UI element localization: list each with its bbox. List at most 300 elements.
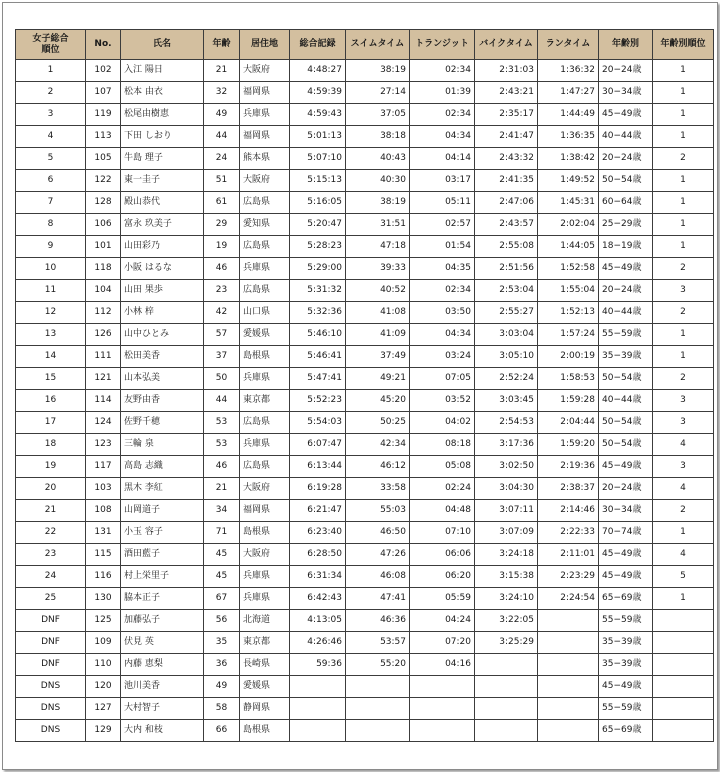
rank-cell: 16 [16,390,86,412]
header-age-group-rank: 年齢別順位 [653,30,714,60]
swim-time-cell [346,676,410,698]
total-time-cell: 5:29:00 [290,258,346,280]
residence-cell: 大阪府 [240,170,290,192]
age-group-cell: 55−59歳 [599,324,653,346]
total-time-cell: 6:07:47 [290,434,346,456]
no-cell: 101 [86,236,121,258]
no-cell: 113 [86,126,121,148]
run-time-cell: 1:59:20 [538,434,599,456]
total-time-cell: 5:47:41 [290,368,346,390]
run-time-cell: 2:02:04 [538,214,599,236]
rank-cell: 20 [16,478,86,500]
swim-time-cell: 38:19 [346,60,410,82]
age-group-rank-cell: 2 [653,258,714,280]
age-group-rank-cell: 1 [653,324,714,346]
no-cell: 129 [86,720,121,742]
age-cell: 29 [204,214,240,236]
no-cell: 128 [86,192,121,214]
no-cell: 112 [86,302,121,324]
residence-cell: 愛媛県 [240,324,290,346]
total-time-cell: 5:28:23 [290,236,346,258]
age-group-rank-cell [653,632,714,654]
table-row [16,302,714,324]
name-cell: 内藤 恵梨 [121,654,204,676]
transit-time-cell: 02:24 [410,478,475,500]
no-cell: 117 [86,456,121,478]
age-group-cell: 18−19歳 [599,236,653,258]
bike-time-cell: 2:43:21 [475,82,538,104]
transit-time-cell: 04:02 [410,412,475,434]
age-group-rank-cell: 3 [653,390,714,412]
header-swim: スイムタイム [346,30,410,60]
total-time-cell: 5:46:41 [290,346,346,368]
run-time-cell: 1:57:24 [538,324,599,346]
table-row [16,236,714,258]
name-cell: 佐野千穂 [121,412,204,434]
transit-time-cell: 03:50 [410,302,475,324]
bike-time-cell: 3:02:50 [475,456,538,478]
age-group-cell: 40−44歳 [599,302,653,324]
run-time-cell: 1:44:49 [538,104,599,126]
transit-time-cell: 02:34 [410,60,475,82]
age-cell: 56 [204,610,240,632]
transit-time-cell [410,676,475,698]
swim-time-cell: 46:36 [346,610,410,632]
residence-cell: 大阪府 [240,478,290,500]
run-time-cell [538,654,599,676]
transit-time-cell: 02:34 [410,280,475,302]
no-cell: 110 [86,654,121,676]
age-group-cell: 70−74歳 [599,522,653,544]
no-cell: 114 [86,390,121,412]
run-time-cell [538,632,599,654]
age-cell: 19 [204,236,240,258]
table-row [16,192,714,214]
rank-cell: 5 [16,148,86,170]
residence-cell: 広島県 [240,412,290,434]
name-cell: 高島 志織 [121,456,204,478]
run-time-cell: 1:49:52 [538,170,599,192]
age-group-rank-cell: 2 [653,500,714,522]
age-cell: 49 [204,104,240,126]
header-bike: バイクタイム [475,30,538,60]
age-cell: 35 [204,632,240,654]
transit-time-cell [410,720,475,742]
bike-time-cell: 2:41:35 [475,170,538,192]
transit-time-cell: 05:11 [410,192,475,214]
name-cell: 松田美香 [121,346,204,368]
table-row [16,60,714,82]
age-group-rank-cell: 1 [653,522,714,544]
table-row [16,126,714,148]
total-time-cell: 4:26:46 [290,632,346,654]
bike-time-cell: 3:15:38 [475,566,538,588]
transit-time-cell: 03:17 [410,170,475,192]
swim-time-cell: 40:52 [346,280,410,302]
swim-time-cell: 46:50 [346,522,410,544]
bike-time-cell [475,676,538,698]
name-cell: 大内 和枝 [121,720,204,742]
name-cell: 友野由香 [121,390,204,412]
residence-cell: 兵庫県 [240,434,290,456]
run-time-cell [538,720,599,742]
run-time-cell: 2:04:44 [538,412,599,434]
swim-time-cell [346,698,410,720]
name-cell: 酒田藍子 [121,544,204,566]
header-run: ランタイム [538,30,599,60]
age-cell: 45 [204,544,240,566]
transit-time-cell: 04:34 [410,126,475,148]
age-cell: 44 [204,126,240,148]
age-group-cell: 20−24歳 [599,478,653,500]
age-group-cell: 55−59歳 [599,698,653,720]
name-cell: 山中ひとみ [121,324,204,346]
age-group-rank-cell: 2 [653,148,714,170]
table-row [16,654,714,676]
total-time-cell: 5:46:10 [290,324,346,346]
residence-cell: 大阪府 [240,544,290,566]
name-cell: 小玉 容子 [121,522,204,544]
age-cell: 51 [204,170,240,192]
residence-cell: 福岡県 [240,82,290,104]
age-cell: 37 [204,346,240,368]
age-cell: 66 [204,720,240,742]
no-cell: 109 [86,632,121,654]
bike-time-cell: 2:43:32 [475,148,538,170]
age-cell: 23 [204,280,240,302]
age-group-cell: 20−24歳 [599,148,653,170]
name-cell: 小林 梓 [121,302,204,324]
rank-cell: 13 [16,324,86,346]
transit-time-cell: 04:35 [410,258,475,280]
run-time-cell: 1:59:28 [538,390,599,412]
swim-time-cell: 55:20 [346,654,410,676]
table-row [16,412,714,434]
bike-time-cell: 3:17:36 [475,434,538,456]
no-cell: 118 [86,258,121,280]
age-cell: 49 [204,676,240,698]
residence-cell: 静岡県 [240,698,290,720]
table-row [16,258,714,280]
name-cell: 松本 由衣 [121,82,204,104]
table-row [16,170,714,192]
total-time-cell: 5:54:03 [290,412,346,434]
rank-cell: 19 [16,456,86,478]
rank-cell: 23 [16,544,86,566]
age-group-rank-cell [653,676,714,698]
swim-time-cell: 39:33 [346,258,410,280]
transit-time-cell: 06:20 [410,566,475,588]
no-cell: 121 [86,368,121,390]
swim-time-cell: 40:30 [346,170,410,192]
residence-cell: 兵庫県 [240,104,290,126]
run-time-cell: 2:38:37 [538,478,599,500]
no-cell: 106 [86,214,121,236]
swim-time-cell: 40:43 [346,148,410,170]
bike-time-cell: 3:07:11 [475,500,538,522]
swim-time-cell: 42:34 [346,434,410,456]
swim-time-cell [346,720,410,742]
total-time-cell: 5:31:32 [290,280,346,302]
age-cell: 34 [204,500,240,522]
swim-time-cell: 41:08 [346,302,410,324]
no-cell: 115 [86,544,121,566]
age-group-cell: 60−64歳 [599,192,653,214]
swim-time-cell: 45:20 [346,390,410,412]
table-row [16,280,714,302]
age-cell: 53 [204,434,240,456]
residence-cell: 熊本県 [240,148,290,170]
run-time-cell: 1:55:04 [538,280,599,302]
transit-time-cell: 08:18 [410,434,475,456]
age-group-cell: 30−34歳 [599,500,653,522]
swim-time-cell: 46:08 [346,566,410,588]
age-group-rank-cell: 4 [653,434,714,456]
no-cell: 123 [86,434,121,456]
bike-time-cell: 2:51:56 [475,258,538,280]
run-time-cell: 1:36:35 [538,126,599,148]
table-row [16,588,714,610]
rank-cell: 7 [16,192,86,214]
age-group-rank-cell: 1 [653,170,714,192]
age-group-rank-cell: 1 [653,588,714,610]
age-cell: 36 [204,654,240,676]
run-time-cell: 2:00:19 [538,346,599,368]
rank-cell: 18 [16,434,86,456]
table-row [16,214,714,236]
bike-time-cell: 3:24:10 [475,588,538,610]
residence-cell: 長崎県 [240,654,290,676]
rank-cell: 2 [16,82,86,104]
residence-cell: 愛媛県 [240,676,290,698]
residence-cell: 大阪府 [240,60,290,82]
age-group-cell: 30−34歳 [599,82,653,104]
name-cell: 脇本正子 [121,588,204,610]
bike-time-cell: 2:55:27 [475,302,538,324]
total-time-cell [290,698,346,720]
age-group-rank-cell [653,720,714,742]
age-group-cell: 40−44歳 [599,390,653,412]
table-row [16,434,714,456]
age-group-cell: 45−49歳 [599,566,653,588]
bike-time-cell: 2:31:03 [475,60,538,82]
results-frame [2,2,718,770]
bike-time-cell: 3:03:04 [475,324,538,346]
residence-cell: 東京都 [240,632,290,654]
bike-time-cell: 3:24:18 [475,544,538,566]
age-group-cell: 50−54歳 [599,412,653,434]
table-row [16,346,714,368]
swim-time-cell: 31:51 [346,214,410,236]
residence-cell: 兵庫県 [240,368,290,390]
run-time-cell: 2:19:36 [538,456,599,478]
total-time-cell [290,720,346,742]
bike-time-cell: 2:43:57 [475,214,538,236]
transit-time-cell: 04:24 [410,610,475,632]
table-row [16,698,714,720]
no-cell: 120 [86,676,121,698]
age-group-rank-cell: 3 [653,412,714,434]
no-cell: 107 [86,82,121,104]
table-row [16,390,714,412]
run-time-cell: 2:22:33 [538,522,599,544]
age-cell: 46 [204,456,240,478]
header-residence: 居住地 [240,30,290,60]
swim-time-cell: 50:25 [346,412,410,434]
age-group-rank-cell: 1 [653,214,714,236]
age-group-rank-cell: 1 [653,346,714,368]
residence-cell: 兵庫県 [240,258,290,280]
residence-cell: 東京都 [240,390,290,412]
transit-time-cell: 04:34 [410,324,475,346]
swim-time-cell: 37:05 [346,104,410,126]
table-row [16,456,714,478]
run-time-cell: 1:47:27 [538,82,599,104]
age-group-cell: 65−69歳 [599,588,653,610]
table-row [16,82,714,104]
bike-time-cell: 2:35:17 [475,104,538,126]
age-group-cell: 35−39歳 [599,654,653,676]
run-time-cell: 1:52:13 [538,302,599,324]
transit-time-cell: 01:54 [410,236,475,258]
table-row [16,544,714,566]
age-group-cell: 50−54歳 [599,434,653,456]
rank-cell: DNF [16,654,86,676]
transit-time-cell [410,698,475,720]
residence-cell: 島根県 [240,522,290,544]
rank-cell: 1 [16,60,86,82]
total-time-cell: 5:01:13 [290,126,346,148]
run-time-cell: 2:24:54 [538,588,599,610]
header-rank: 女子総合 順位 [16,30,86,60]
total-time-cell: 5:20:47 [290,214,346,236]
rank-cell: DNF [16,610,86,632]
name-cell: 池川美香 [121,676,204,698]
total-time-cell: 4:59:43 [290,104,346,126]
age-cell: 42 [204,302,240,324]
age-group-cell: 50−54歳 [599,368,653,390]
swim-time-cell: 47:26 [346,544,410,566]
rank-cell: 25 [16,588,86,610]
table-row [16,720,714,742]
bike-time-cell: 3:22:05 [475,610,538,632]
rank-cell: DNS [16,720,86,742]
table-row [16,478,714,500]
transit-time-cell: 04:48 [410,500,475,522]
total-time-cell: 5:52:23 [290,390,346,412]
total-time-cell: 6:19:28 [290,478,346,500]
name-cell: 山田彩乃 [121,236,204,258]
age-group-cell: 20−24歳 [599,280,653,302]
run-time-cell: 1:36:32 [538,60,599,82]
run-time-cell [538,676,599,698]
age-group-rank-cell: 4 [653,478,714,500]
run-time-cell: 1:52:58 [538,258,599,280]
name-cell: 入江 陽日 [121,60,204,82]
header-age: 年齢 [204,30,240,60]
swim-time-cell: 53:57 [346,632,410,654]
run-time-cell: 2:11:01 [538,544,599,566]
name-cell: 殿山恭代 [121,192,204,214]
bike-time-cell: 3:07:09 [475,522,538,544]
residence-cell: 愛知県 [240,214,290,236]
rank-cell: 8 [16,214,86,236]
no-cell: 111 [86,346,121,368]
rank-cell: 12 [16,302,86,324]
rank-cell: 14 [16,346,86,368]
name-cell: 下田 しおり [121,126,204,148]
swim-time-cell: 41:09 [346,324,410,346]
residence-cell: 広島県 [240,456,290,478]
name-cell: 松尾由樹恵 [121,104,204,126]
rank-cell: 21 [16,500,86,522]
name-cell: 山田 果歩 [121,280,204,302]
residence-cell: 兵庫県 [240,566,290,588]
residence-cell: 福岡県 [240,126,290,148]
header-row [16,30,714,60]
table-row [16,676,714,698]
run-time-cell: 1:45:31 [538,192,599,214]
age-cell: 58 [204,698,240,720]
age-group-rank-cell: 1 [653,192,714,214]
swim-time-cell: 37:49 [346,346,410,368]
no-cell: 108 [86,500,121,522]
age-cell: 71 [204,522,240,544]
table-row [16,148,714,170]
transit-time-cell: 03:24 [410,346,475,368]
table-row [16,104,714,126]
name-cell: 加藤弘子 [121,610,204,632]
age-cell: 67 [204,588,240,610]
results-body [16,60,714,742]
residence-cell: 山口県 [240,302,290,324]
name-cell: 東一圭子 [121,170,204,192]
rank-cell: DNS [16,698,86,720]
swim-time-cell: 27:14 [346,82,410,104]
age-group-rank-cell [653,610,714,632]
bike-time-cell: 3:25:29 [475,632,538,654]
bike-time-cell [475,698,538,720]
total-time-cell: 5:16:05 [290,192,346,214]
age-group-cell: 45−49歳 [599,544,653,566]
table-row [16,368,714,390]
name-cell: 牛島 理子 [121,148,204,170]
bike-time-cell: 2:53:04 [475,280,538,302]
age-group-rank-cell: 1 [653,236,714,258]
run-time-cell: 1:38:42 [538,148,599,170]
total-time-cell: 5:07:10 [290,148,346,170]
residence-cell: 広島県 [240,236,290,258]
table-row [16,632,714,654]
rank-cell: 6 [16,170,86,192]
swim-time-cell: 46:12 [346,456,410,478]
age-cell: 21 [204,60,240,82]
no-cell: 126 [86,324,121,346]
transit-time-cell: 07:05 [410,368,475,390]
age-group-rank-cell: 4 [653,544,714,566]
age-cell: 57 [204,324,240,346]
no-cell: 131 [86,522,121,544]
swim-time-cell: 33:58 [346,478,410,500]
bike-time-cell: 3:03:45 [475,390,538,412]
table-row [16,500,714,522]
age-group-rank-cell [653,654,714,676]
name-cell: 伏見 英 [121,632,204,654]
age-cell: 50 [204,368,240,390]
total-time-cell: 6:21:47 [290,500,346,522]
no-cell: 116 [86,566,121,588]
run-time-cell [538,610,599,632]
